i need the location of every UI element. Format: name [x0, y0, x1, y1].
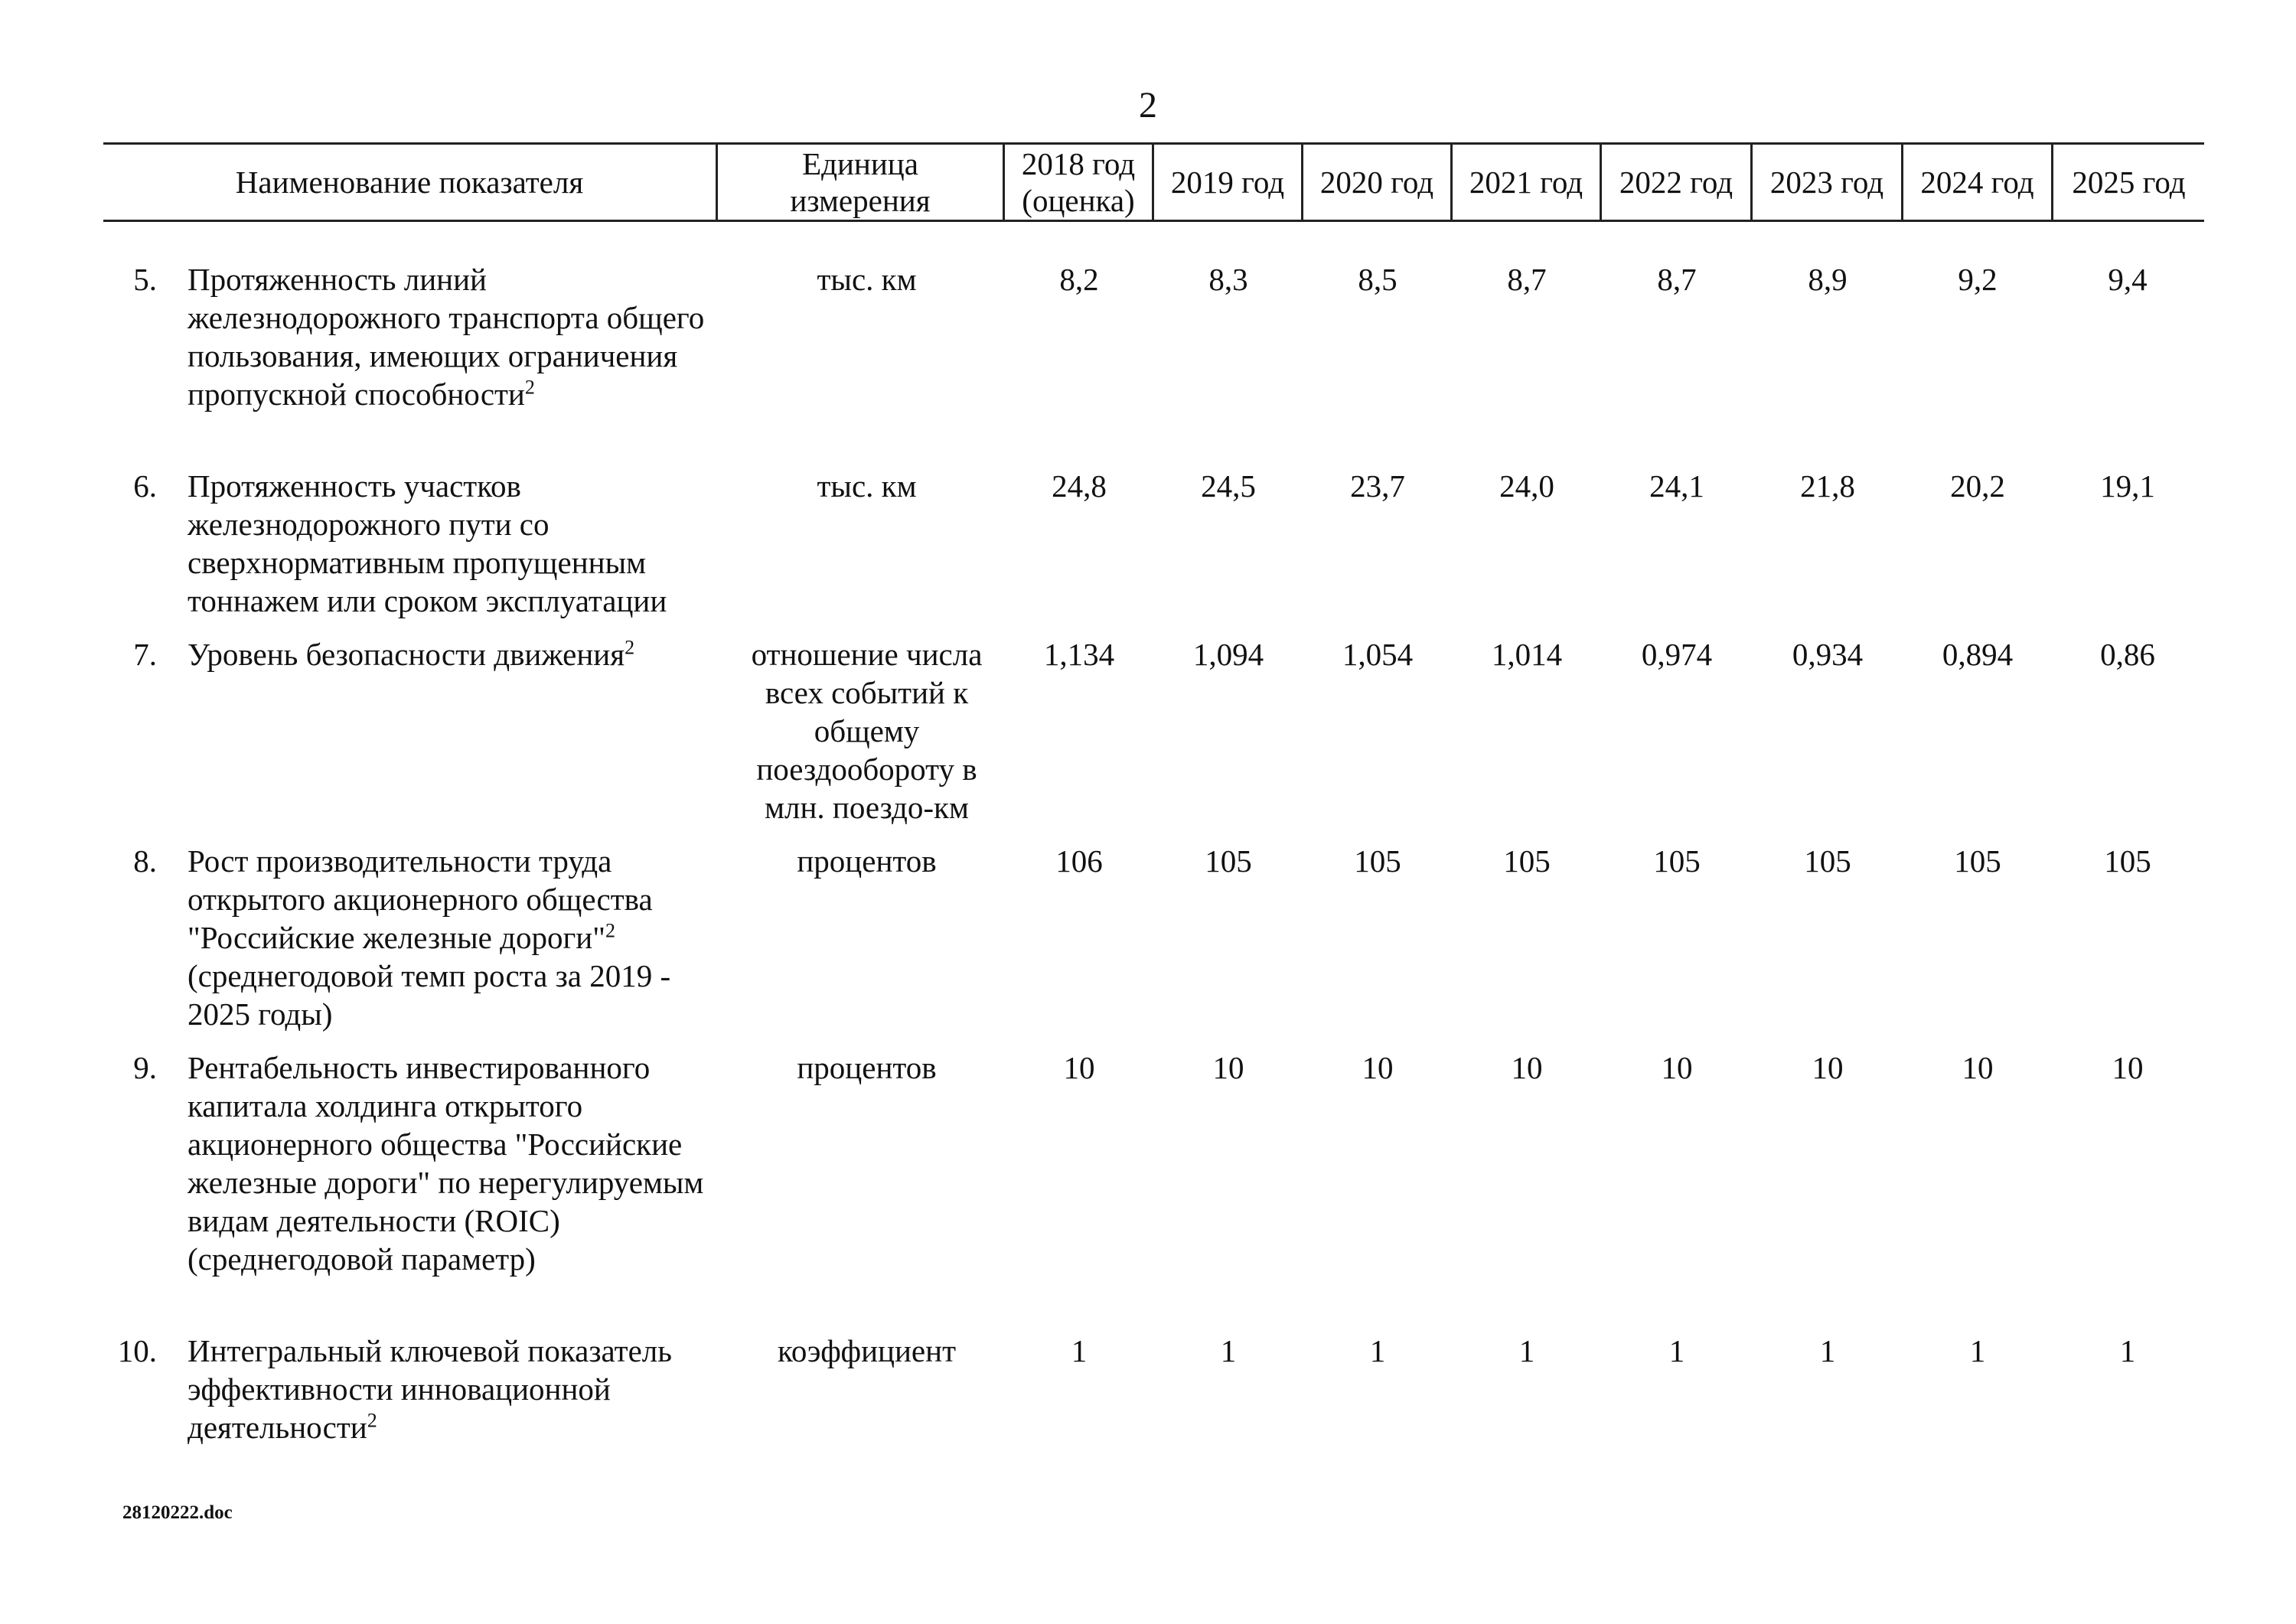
row-value: 8,9: [1808, 262, 1848, 297]
row-value: 1: [1668, 1333, 1685, 1368]
row-unit: тыс. км: [817, 262, 917, 297]
row-unit: отношение числа всех событий к общему поездообороту в млн. поездо-км: [751, 637, 983, 825]
row-name: Рост производительности труда открытого акционерного общества "Российские железные дороги"$^2$ (среднегодовой темп роста за 2019 - 2025 годы): [188, 843, 671, 1032]
row-value: 1,094: [1192, 637, 1264, 672]
footnote-marker: 2: [524, 376, 535, 399]
row-value: 23,7: [1350, 468, 1405, 504]
header-year: 2018 год (оценка): [1003, 145, 1152, 220]
row-value: 1: [1220, 1333, 1237, 1368]
row-number: 9.: [133, 1050, 157, 1085]
row-value: 106: [1055, 843, 1103, 879]
header-year: 2019 год: [1152, 145, 1301, 220]
row-name: Интегральный ключевой показатель эффективности инновационной деятельности$^2$: [188, 1333, 672, 1445]
row-value: 10: [1362, 1050, 1394, 1085]
header-year: 2024 год: [1901, 145, 2051, 220]
header-year: 2021 год: [1450, 145, 1600, 220]
header-year: 2023 год: [1750, 145, 1901, 220]
row-unit: процентов: [797, 843, 937, 879]
table-header: [103, 142, 2204, 222]
row-number: 7.: [133, 637, 157, 672]
row-value: 8,3: [1208, 262, 1248, 297]
row-name: Протяженность линий железнодорожного транспорта общего пользования, имеющих ограничения пропускной способности$^2$: [188, 262, 705, 412]
row-value: 10: [1812, 1050, 1844, 1085]
row-value: 8,2: [1059, 262, 1099, 297]
row-value: 105: [1653, 843, 1701, 879]
row-value: 20,2: [1950, 468, 2005, 504]
row-value: 10: [1661, 1050, 1693, 1085]
row-value: 9,2: [1958, 262, 1998, 297]
footnote-marker: 2: [625, 636, 635, 659]
row-value: 1: [1369, 1333, 1386, 1368]
row-value: 24,5: [1201, 468, 1256, 504]
row-number: 10.: [117, 1333, 157, 1368]
row-value: 1: [1071, 1333, 1088, 1368]
row-value: 21,8: [1800, 468, 1855, 504]
row-value: 10: [1212, 1050, 1244, 1085]
row-unit: тыс. км: [817, 468, 917, 504]
row-value: 10: [2112, 1050, 2144, 1085]
row-value: 105: [1954, 843, 2001, 879]
row-value: 1,054: [1342, 637, 1414, 672]
row-value: 10: [1063, 1050, 1095, 1085]
row-value: 8,7: [1657, 262, 1697, 297]
row-name: Рентабельность инвестированного капитала холдинга открытого акционерного общества "Российские железные дороги" по нерегулируемым видам деятельности (ROIC) (среднегодовой параметр): [188, 1050, 704, 1277]
row-value: 1: [1969, 1333, 1986, 1368]
footnote-marker: 2: [367, 1409, 377, 1432]
row-value: 105: [1804, 843, 1851, 879]
row-value: 0,974: [1641, 637, 1713, 672]
row-value: 8,5: [1358, 262, 1397, 297]
row-value: 1,134: [1043, 637, 1115, 672]
row-name: Уровень безопасности движения$^2$: [188, 636, 635, 672]
row-value: 9,4: [2108, 262, 2148, 297]
row-value: 1: [1819, 1333, 1836, 1368]
footnote-marker: 2: [605, 919, 615, 942]
row-value: 105: [1503, 843, 1551, 879]
row-name: Протяженность участков железнодорожного пути со сверхнормативным пропущенным тоннажем или сроком эксплуатации: [188, 468, 667, 618]
row-value: 105: [1205, 843, 1252, 879]
header-year: 2020 год: [1301, 145, 1450, 220]
row-value: 10: [1962, 1050, 1994, 1085]
row-value: 19,1: [2100, 468, 2155, 504]
row-value: 0,86: [2100, 637, 2155, 672]
row-value: 24,8: [1052, 468, 1107, 504]
page-number: 2: [1139, 85, 1157, 126]
row-value: 105: [2104, 843, 2151, 879]
row-value: 1: [2119, 1333, 2136, 1368]
row-value: 1: [1518, 1333, 1535, 1368]
row-value: 105: [1354, 843, 1401, 879]
row-number: 5.: [133, 262, 157, 297]
row-value: 1,014: [1491, 637, 1563, 672]
header-name: Наименование показателя: [235, 165, 584, 200]
row-number: 8.: [133, 843, 157, 879]
row-value: 0,894: [1942, 637, 2014, 672]
document-filename: 28120222.doc: [122, 1502, 233, 1523]
row-unit: коэффициент: [778, 1333, 956, 1368]
row-value: 8,7: [1507, 262, 1547, 297]
row-value: 24,1: [1649, 468, 1704, 504]
row-value: 10: [1511, 1050, 1543, 1085]
row-value: 24,0: [1499, 468, 1554, 504]
header-year: 2025 год: [2051, 145, 2204, 220]
row-number: 6.: [133, 468, 157, 504]
header-year: 2022 год: [1600, 145, 1750, 220]
row-value: 0,934: [1792, 637, 1864, 672]
header-unit: Единица измерения: [716, 145, 1003, 220]
row-unit: процентов: [797, 1050, 937, 1085]
